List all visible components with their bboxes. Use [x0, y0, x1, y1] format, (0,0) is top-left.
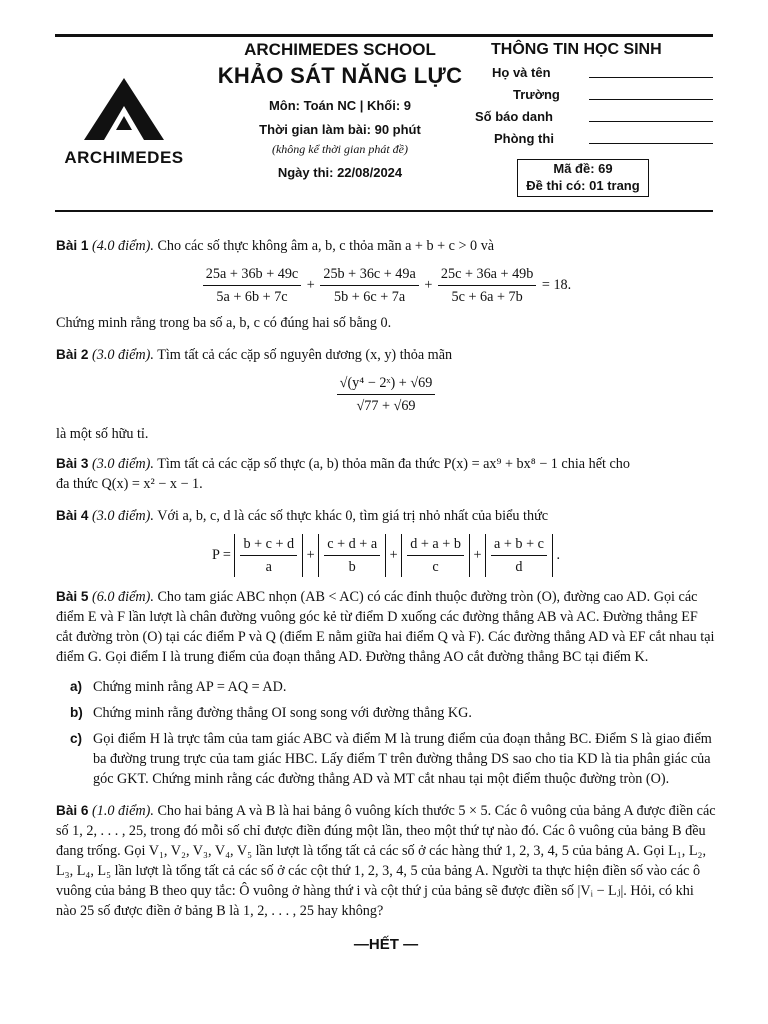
time-note: (không kể thời gian phát đề)	[271, 142, 409, 156]
problem-1-claim: Chứng minh rằng trong ba số a, b, c có đúng hai số bằng 0.	[56, 315, 392, 331]
exam-title: KHẢO SÁT NĂNG LỰC	[217, 63, 463, 88]
problem-5b: b) Chứng minh rằng đường thẳng OI song song với đường thẳng KG.	[70, 705, 472, 721]
field-room-label: Phòng thi	[494, 131, 554, 146]
problem-4-intro	[56, 506, 716, 526]
school-logo	[59, 76, 189, 168]
problem-3-label: Bài 3	[56, 456, 89, 471]
problem-1-intro	[56, 236, 716, 256]
field-room-line	[589, 143, 713, 144]
problem-4-expression: P = $\frac{b + c + d}{a}$ + $\frac{c + d + a}{b}$ + $\frac{d + a + b}{c}$ + $\frac{a + b + c}{d}$ .	[211, 536, 561, 575]
abs-term-4: $\frac{a + b + c}{d}$	[485, 534, 553, 577]
equation-rhs: = 18.	[541, 276, 572, 293]
fraction-1: $\frac{25a + 36b + 49c}{5a + 6b + 7c}$	[203, 264, 301, 307]
field-school	[475, 83, 713, 105]
field-candidate-number-line	[589, 121, 713, 122]
problem-3	[56, 454, 716, 474]
problem-4-points: (3.0 điểm).	[92, 508, 154, 524]
fraction-3: $\frac{25c + 36a + 49b}{5c + 6a + 7b}$	[438, 264, 536, 307]
field-school-label: Trường	[513, 87, 560, 102]
field-candidate-number-label: Số báo danh	[475, 109, 553, 124]
problem-5a: a) Chứng minh rằng AP = AQ = AD.	[70, 679, 287, 695]
problem-6-points: (1.0 điểm).	[92, 803, 154, 819]
problem-6	[56, 801, 716, 921]
problem-2-label: Bài 2	[56, 347, 89, 362]
problem-6-label: Bài 6	[56, 803, 89, 818]
problem-1-points: (4.0 điểm).	[92, 238, 154, 254]
problem-2-intro	[56, 345, 716, 365]
fraction-radicals: $\frac{\text{√(y⁴ − 2ˣ) + √69}}{√77 + √69}$	[337, 373, 436, 416]
problem-5c: c) Gọi điểm H là trực tâm của tam giác ABC và điểm M là trung điểm của đoạn thẳng BC. Điểm S là giao điểm ba đường trung trực của tam giác HBC. Lấy điểm T trên đường thẳng DS sao cho tia KD là tia phân giác của góc GKT. Chứng minh rằng các đường thẳng AD và MT cắt nhau tại một điểm thuộc đường tròn (O).	[70, 731, 712, 787]
problem-5-points: (6.0 điểm).	[92, 589, 154, 605]
problem-3-text-2: đa thức Q(x) = x² − x − 1.	[56, 476, 203, 492]
problem-1-text: Cho các số thực không âm a, b, c thỏa mãn a + b + c > 0 và	[157, 238, 495, 254]
expression-lhs: P =	[211, 546, 231, 563]
problem-1-label: Bài 1	[56, 238, 89, 253]
abs-term-2: $\frac{c + d + a}{b}$	[318, 534, 386, 577]
end-mark: —HẾT —	[353, 936, 419, 953]
exam-title-block	[190, 38, 490, 180]
logo-text: ARCHIMEDES	[64, 148, 184, 167]
field-name	[475, 61, 713, 83]
field-candidate-number	[475, 105, 713, 127]
field-name-label: Họ và tên	[492, 65, 551, 80]
problem-1-equation: $\frac{25a + 36b + 49c}{5a + 6b + 7c}$ + $\frac{25b + 36c + 49a}{5b + 6c + 7a}$ + $\frac{25c + 36a + 49b}{5c + 6a + 7b}$ = 18.	[56, 264, 716, 307]
exam-date: Ngày thi: 22/08/2024	[277, 165, 403, 180]
student-info-block	[475, 38, 713, 193]
problem-2-tail: là một số hữu tỉ.	[56, 426, 149, 442]
problem-2-expression	[56, 373, 716, 416]
problem-5-label: Bài 5	[56, 589, 89, 604]
header-rule	[55, 210, 713, 212]
top-rule	[55, 34, 713, 37]
field-name-line	[589, 77, 713, 78]
problem-6-text: Cho hai bảng A và B là hai bảng ô vuông kích thước 5 × 5. Các ô vuông của bảng A được điền các số 1, 2, . . . , 25, trong đó mỗi số chỉ được điền đúng một lần, theo một thứ tự nào đó. Các ô vuông của bảng B đều đang trống. Gọi V₁, V₂, V₃, V₄, V₅ lần lượt là tổng tất cả các số ở các hàng thứ 1, 2, 3, 4, 5 của bảng A. Gọi L₁, L₂, L₃, L₄, L₅ lần lượt là tổng tất cả các số ở các cột thứ 1, 2, 3, 4, 5 của bảng A. Người ta thực hiện điền số vào các ô vuông của bảng B theo quy tắc: Ô vuông ở hàng thứ i và cột thứ j của bảng sẽ được điền số |Vᵢ − Lⱼ|. Hỏi, có khi nào 25 số được điền ở bảng B là 1, 2, . . . , 25 hay không?	[56, 803, 716, 919]
problem-4-text: Với a, b, c, d là các số thực khác 0, tìm giá trị nhỏ nhất của biểu thức	[157, 508, 549, 524]
problems	[56, 236, 716, 955]
problem-3-points: (3.0 điểm).	[92, 456, 154, 472]
exam-code-box	[517, 159, 649, 197]
problem-2-points: (3.0 điểm).	[92, 347, 154, 363]
subject-line: Môn: Toán NC | Khối: 9	[268, 98, 412, 113]
fraction-2: $\frac{25b + 36c + 49a}{5b + 6c + 7a}$	[320, 264, 418, 307]
archimedes-logo-icon	[82, 76, 166, 142]
exam-header	[55, 38, 713, 208]
problem-5-text: Cho tam giác ABC nhọn (AB < AC) có các đỉnh thuộc đường tròn (O), đường cao AD. Gọi các điểm E và F lần lượt là chân đường vuông góc kẻ từ điểm D xuống các đường thẳng AB và AC. Đường thẳng EF cắt đường tròn (O) tại các điểm P và Q (điểm E nằm giữa hai điểm Q và F). Các đường thẳng AD và EF cắt nhau tại điểm G. Gọi điểm I là trung điểm của đoạn thẳng AD. Đường thẳng AO cắt đường thẳng BC tại điểm K.	[56, 589, 715, 665]
problem-5-intro	[56, 587, 716, 667]
field-school-line	[589, 99, 713, 100]
time-line: Thời gian làm bài: 90 phút	[259, 122, 421, 137]
page-count: Đề thi có: 01 trang	[526, 178, 640, 193]
school-name: ARCHIMEDES SCHOOL	[244, 40, 436, 59]
student-info-title: THÔNG TIN HỌC SINH	[491, 41, 662, 58]
problem-2-text: Tìm tất cả các cặp số nguyên dương (x, y) thỏa mãn	[157, 347, 453, 363]
abs-term-1: $\frac{b + c + d}{a}$	[234, 534, 303, 577]
problem-4-label: Bài 4	[56, 508, 89, 523]
problem-3-text-1: Tìm tất cả các cặp số thực (a, b) thỏa mãn đa thức P(x) = ax⁹ + bx⁸ − 1 chia hết cho	[157, 456, 630, 472]
field-room	[475, 127, 713, 149]
abs-term-3: $\frac{d + a + b}{c}$	[401, 534, 470, 577]
exam-code: Mã đề: 69	[553, 161, 613, 176]
